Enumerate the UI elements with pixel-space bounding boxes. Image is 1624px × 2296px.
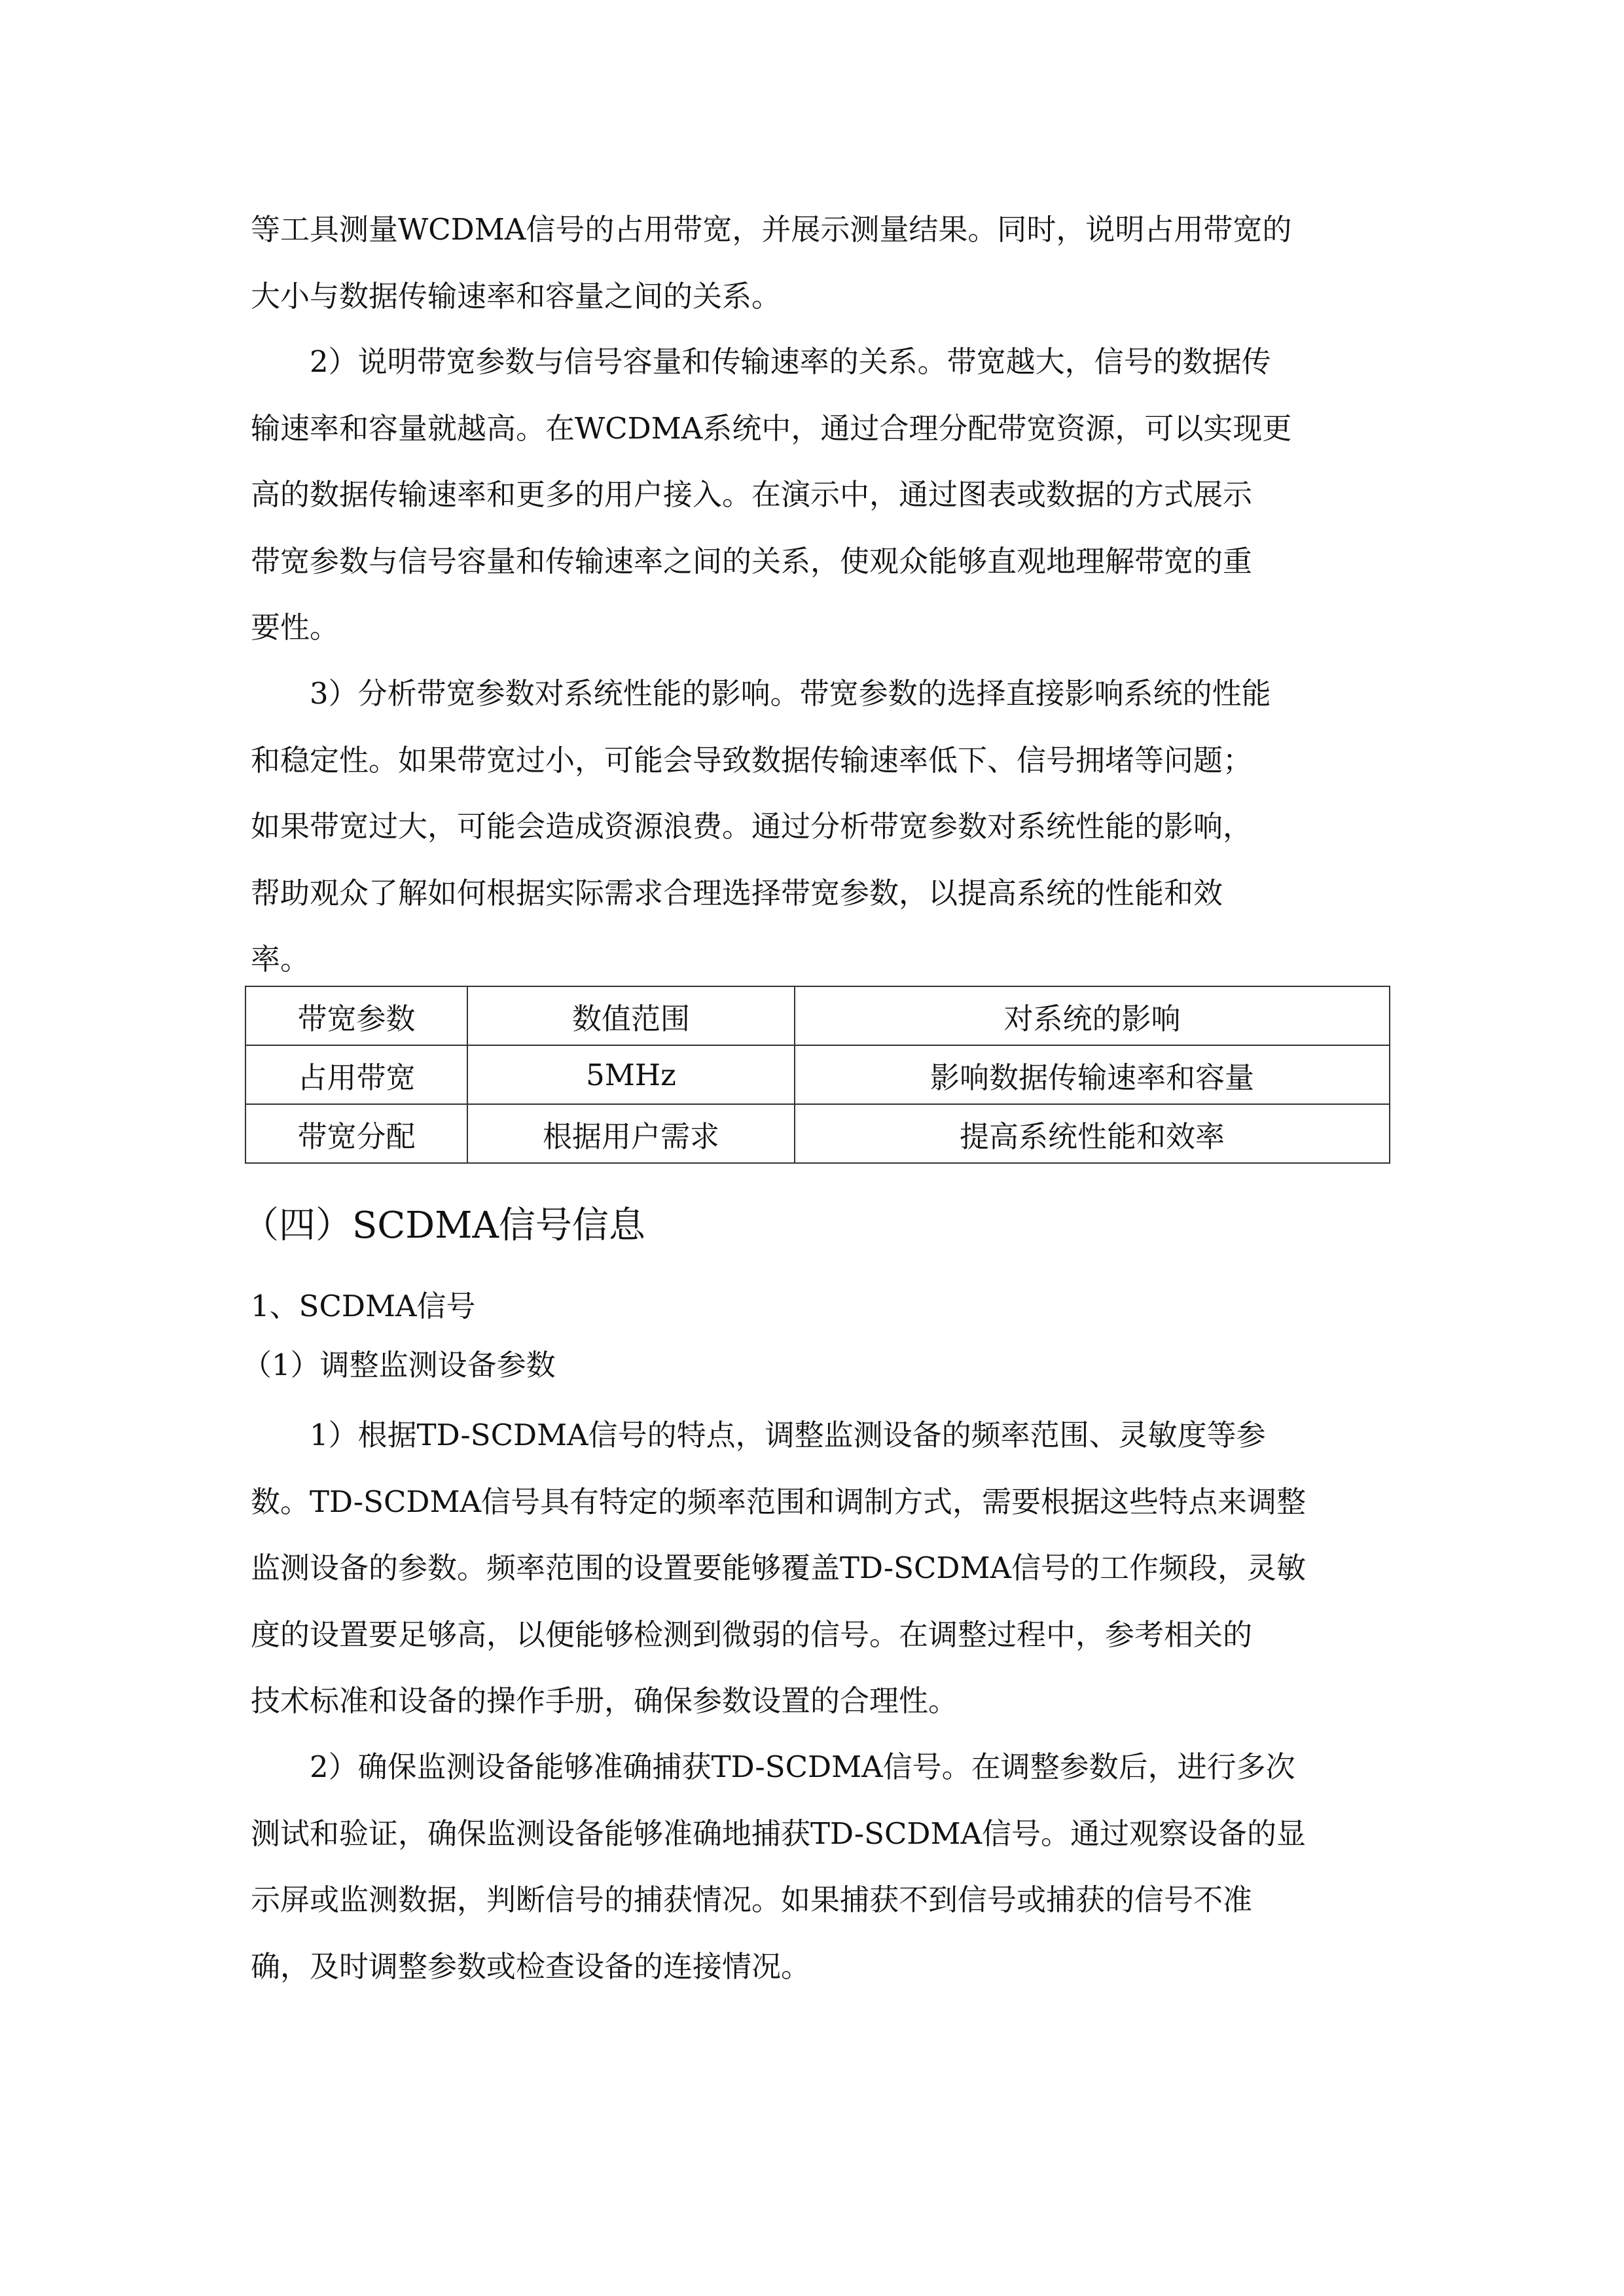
text-line: 数。TD-SCDMA信号具有特定的频率范围和调制方式，需要根据这些特点来调整: [251, 1484, 1307, 1519]
table-cell: 5MHz: [467, 1045, 795, 1104]
paragraph-bandwidth-relation: [251, 329, 1393, 661]
text-line: 如果带宽过大，可能会造成资源浪费。通过分析带宽参数对系统性能的影响，: [251, 809, 1253, 844]
text-line: 率。: [251, 942, 310, 977]
section-heading: （四）SCDMA信号信息: [242, 1204, 645, 1247]
text-line: 技术标准和设备的操作手册，确保参数设置的合理性。: [251, 1683, 958, 1718]
text-line: 测试和验证，确保监测设备能够准确地捕获TD-SCDMA信号。通过观察设备的显: [251, 1816, 1307, 1851]
table-row: [245, 1045, 1390, 1104]
text-line: 监测设备的参数。频率范围的设置要能够覆盖TD-SCDMA信号的工作频段，灵敏: [251, 1551, 1307, 1585]
text-line: 要性。: [251, 610, 340, 645]
table-cell: 带宽分配: [245, 1104, 467, 1163]
text-line: 示屏或监测数据，判断信号的捕获情况。如果捕获不到信号或捕获的信号不准: [251, 1882, 1253, 1917]
paragraph-capture-signal: [251, 1734, 1393, 2000]
text-line: 度的设置要足够高，以便能够检测到微弱的信号。在调整过程中，参考相关的: [251, 1617, 1253, 1652]
text-line: 等工具测量WCDMA信号的占用带宽，并展示测量结果。同时，说明占用带宽的: [251, 212, 1292, 247]
table-row: [245, 1104, 1390, 1163]
table-header-cell: 对系统的影响: [795, 986, 1390, 1045]
paragraph-continuation: [251, 196, 1393, 329]
table-header-row: [245, 986, 1390, 1045]
bandwidth-table: [245, 986, 1390, 1164]
text-line: 输速率和容量就越高。在WCDMA系统中，通过合理分配带宽资源，可以实现更: [251, 410, 1292, 446]
table-cell: 根据用户需求: [467, 1104, 795, 1163]
text-line: 1）根据TD-SCDMA信号的特点，调整监测设备的频率范围、灵敏度等参: [310, 1418, 1266, 1452]
text-line: 高的数据传输速率和更多的用户接入。在演示中，通过图表或数据的方式展示: [251, 477, 1253, 512]
table-cell: 占用带宽: [245, 1045, 467, 1104]
table-header-cell: 带宽参数: [245, 986, 467, 1045]
paragraph-bandwidth-impact: [251, 660, 1393, 993]
table-cell: 影响数据传输速率和容量: [795, 1045, 1390, 1104]
text-line: 2）确保监测设备能够准确捕获TD-SCDMA信号。在调整参数后，进行多次: [310, 1749, 1295, 1784]
text-line: 和稳定性。如果带宽过小，可能会导致数据传输速率低下、信号拥堵等问题；: [251, 742, 1253, 778]
text-line: 帮助观众了解如何根据实际需求合理选择带宽参数，以提高系统的性能和效: [251, 875, 1223, 910]
text-line: 确，及时调整参数或检查设备的连接情况。: [251, 1948, 811, 1984]
text-line: 大小与数据传输速率和容量之间的关系。: [251, 278, 782, 314]
subheading: （1）调整监测设备参数: [242, 1348, 556, 1382]
text-line: 3）分析带宽参数对系统性能的影响。带宽参数的选择直接影响系统的性能: [310, 676, 1271, 711]
text-line: 2）说明带宽参数与信号容量和传输速率的关系。带宽越大，信号的数据传: [310, 344, 1271, 379]
table-cell: 提高系统性能和效率: [795, 1104, 1390, 1163]
subheading: 1、SCDMA信号: [251, 1289, 476, 1323]
paragraph-adjust-params: [251, 1402, 1393, 1734]
table-header-cell: 数值范围: [467, 986, 795, 1045]
text-line: 带宽参数与信号容量和传输速率之间的关系，使观众能够直观地理解带宽的重: [251, 543, 1253, 579]
